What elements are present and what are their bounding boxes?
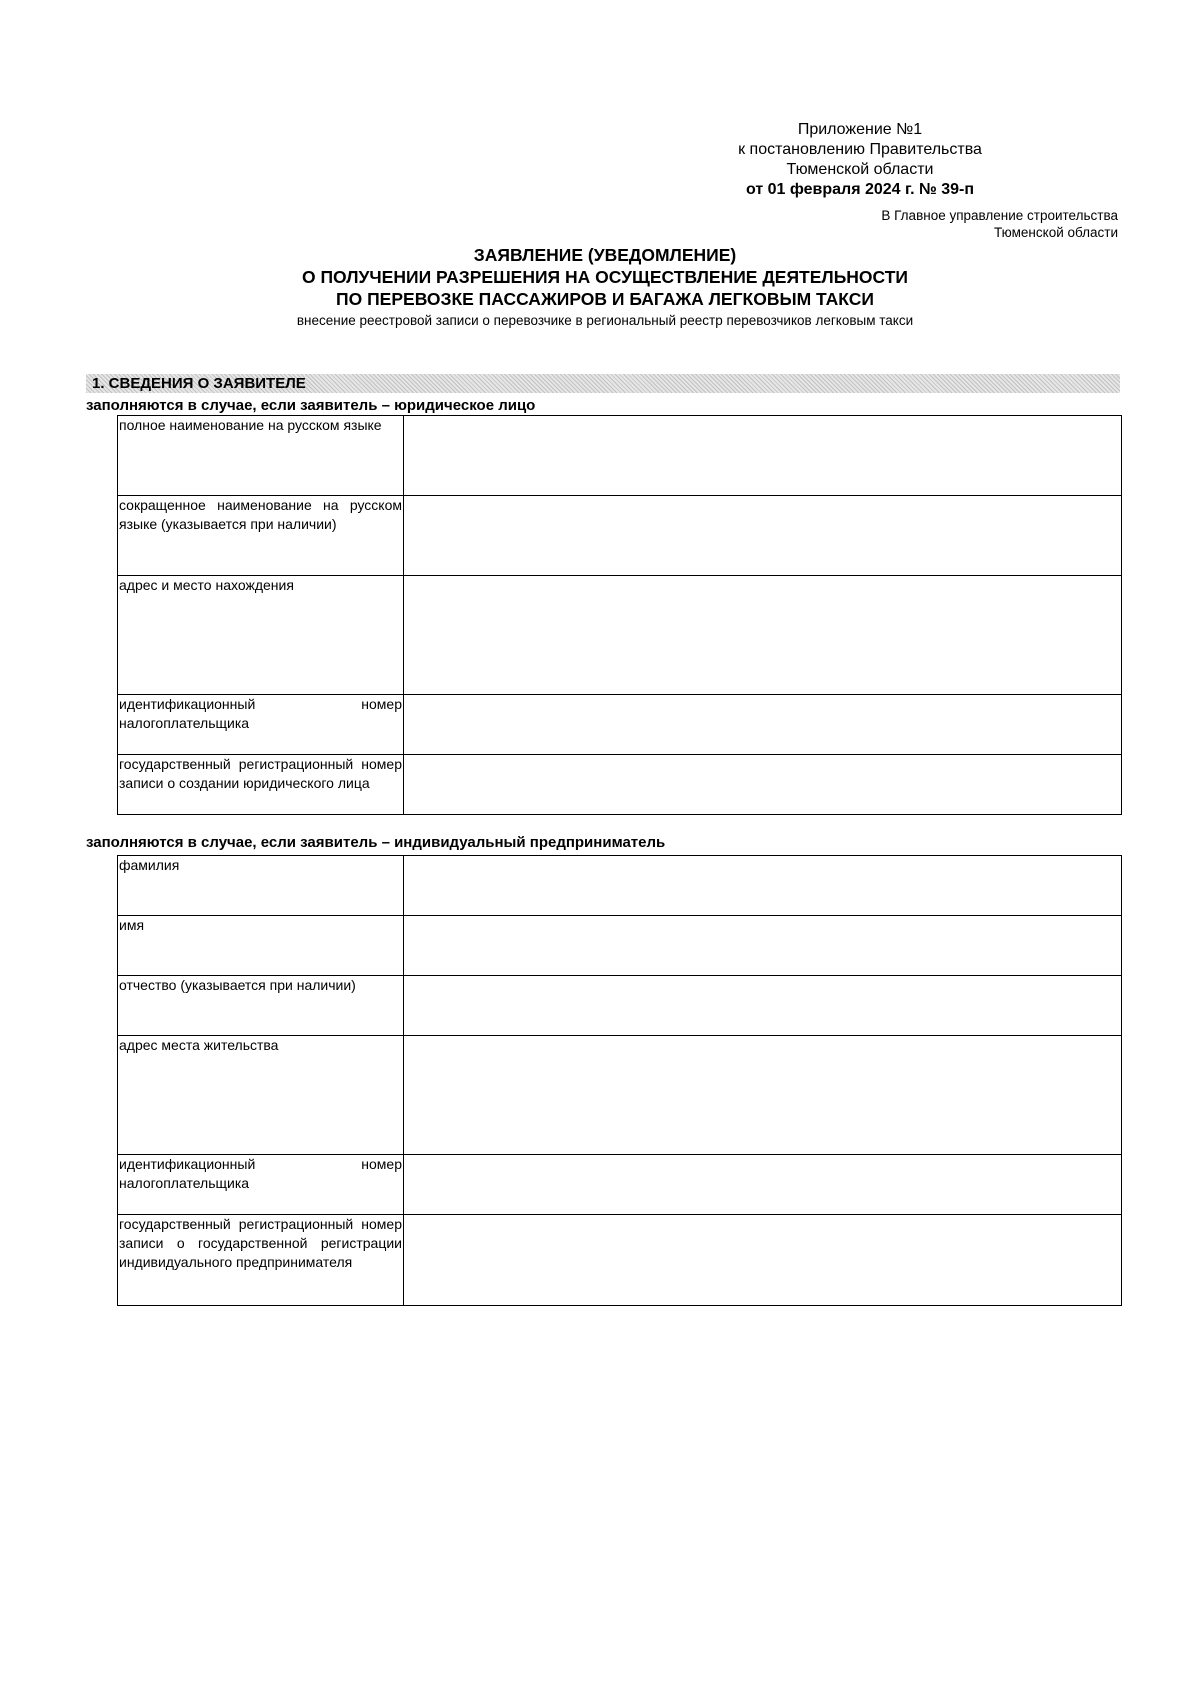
title-line-2: О ПОЛУЧЕНИИ РАЗРЕШЕНИЯ НА ОСУЩЕСТВЛЕНИЕ ДЕЯТЕЛЬНОСТИ — [301, 267, 908, 287]
field-label: адрес и место нахождения — [118, 576, 404, 695]
appendix-line-3: Тюменской области — [786, 161, 934, 178]
ip-inn-field[interactable] — [404, 1155, 1122, 1215]
short-name-field[interactable] — [404, 496, 1122, 576]
field-label: сокращенное наименование на русском языке (указывается при наличии) — [118, 496, 404, 576]
table-row — [118, 496, 1122, 576]
surname-field[interactable] — [404, 856, 1122, 916]
table-row — [118, 856, 1122, 916]
patronymic-field[interactable] — [404, 976, 1122, 1036]
field-label: адрес места жительства — [118, 1036, 404, 1155]
document-subtitle: внесение реестровой записи о перевозчике в региональный реестр перевозчиков легковым такси — [296, 313, 914, 328]
field-label: государственный регистрационный номер записи о создании юридического лица — [118, 755, 404, 815]
field-label: фамилия — [118, 856, 404, 916]
ogrnip-field[interactable] — [404, 1215, 1122, 1306]
appendix-line-1: Приложение №1 — [797, 121, 923, 138]
residence-address-field[interactable] — [404, 1036, 1122, 1155]
recipient-line-2: Тюменской области — [994, 225, 1118, 240]
appendix-header — [680, 120, 1040, 200]
legal-address-field[interactable] — [404, 576, 1122, 695]
title-line-3: ПО ПЕРЕВОЗКЕ ПАССАЖИРОВ И БАГАЖА ЛЕГКОВЫМ ТАКСИ — [336, 289, 874, 309]
title-line-1: ЗАЯВЛЕНИЕ (УВЕДОМЛЕНИЕ) — [473, 245, 737, 265]
field-label: идентификационный номер налогоплательщика — [118, 695, 404, 755]
table-row — [118, 576, 1122, 695]
document-title — [90, 244, 1120, 330]
legal-entity-table — [117, 415, 1122, 815]
table-row — [118, 1036, 1122, 1155]
table-row — [118, 755, 1122, 815]
table-row — [118, 976, 1122, 1036]
legal-entity-caption: заполняются в случае, если заявитель – юридическое лицо — [86, 397, 536, 414]
table-row — [118, 695, 1122, 755]
entrepreneur-table — [117, 855, 1122, 1306]
table-row — [118, 1215, 1122, 1306]
recipient-line-1: В Главное управление строительства — [881, 208, 1118, 223]
table-row — [118, 916, 1122, 976]
field-label: полное наименование на русском языке — [118, 416, 404, 496]
appendix-line-4: от 01 февраля 2024 г. № 39-п — [745, 181, 975, 198]
field-label: отчество (указывается при наличии) — [118, 976, 404, 1036]
entrepreneur-caption: заполняются в случае, если заявитель – индивидуальный предприниматель — [86, 834, 666, 851]
table-row — [118, 1155, 1122, 1215]
recipient-block — [718, 207, 1118, 241]
field-label: имя — [118, 916, 404, 976]
first-name-field[interactable] — [404, 916, 1122, 976]
section-title: 1. СВЕДЕНИЯ О ЗАЯВИТЕЛЕ — [92, 375, 306, 392]
table-row — [118, 416, 1122, 496]
field-label: государственный регистрационный номер записи о государственной регистрации индивидуального предпринимателя — [118, 1215, 404, 1306]
legal-inn-field[interactable] — [404, 695, 1122, 755]
appendix-line-2: к постановлению Правительства — [738, 141, 982, 158]
field-label: идентификационный номер налогоплательщика — [118, 1155, 404, 1215]
full-name-field[interactable] — [404, 416, 1122, 496]
ogrn-field[interactable] — [404, 755, 1122, 815]
